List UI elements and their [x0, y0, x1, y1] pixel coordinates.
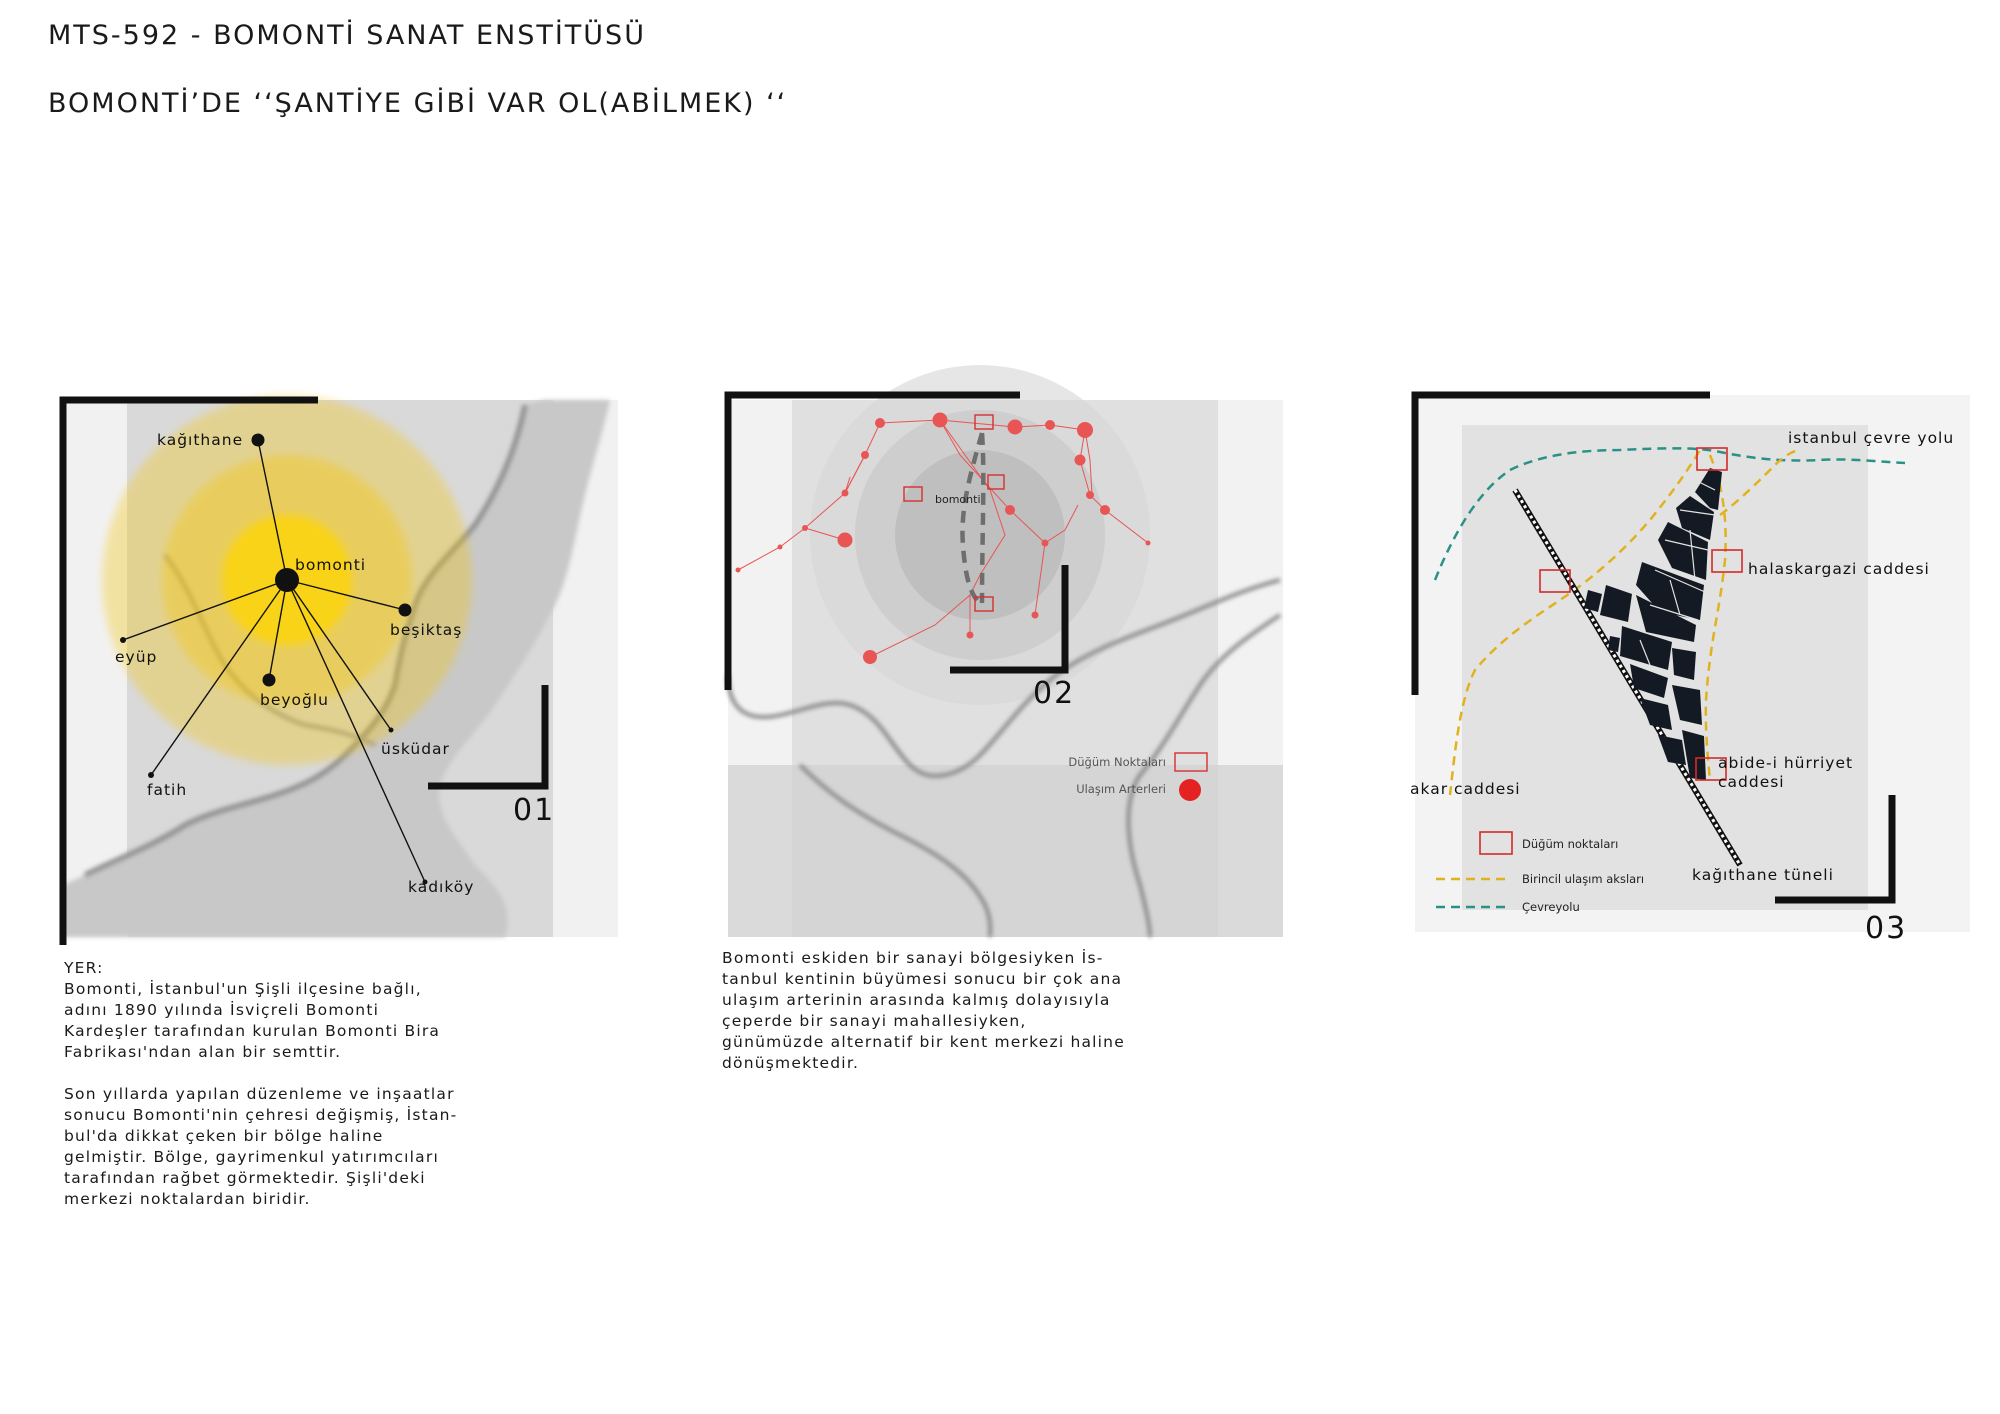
description-label: YER: — [64, 959, 104, 977]
label-halaskargazi: halaskargazi caddesi — [1748, 560, 1930, 578]
description-line: Son yıllarda yapılan düzenleme ve inşaatlar — [64, 1085, 455, 1103]
diagram-number-02: 02 — [1033, 676, 1076, 711]
legend-primary-label: Birincil ulaşım aksları — [1522, 872, 1645, 886]
sheet-title: MTS-592 - BOMONTİ SANAT ENSTİTÜSÜ — [48, 20, 646, 51]
description-line: Bomonti, İstanbul'un Şişli ilçesine bağlı, — [64, 980, 422, 998]
description-line: tarafından rağbet görmektedir. Şişli'deki — [64, 1169, 426, 1187]
diagram-number-03: 03 — [1865, 911, 1908, 946]
label-abide-line1: abide-i hürriyet — [1718, 754, 1854, 772]
description-line: sonucu Bomonti'nin çehresi değişmiş, İstan- — [64, 1106, 458, 1124]
description-line: merkezi noktalardan biridir. — [64, 1190, 311, 1208]
node-besiktas — [399, 604, 412, 617]
diagram-number-01: 01 — [513, 793, 556, 828]
description-line: günümüzde alternatif bir kent merkezi haline — [722, 1033, 1125, 1051]
description-line: Kardeşler tarafından kurulan Bomonti Bira — [64, 1022, 441, 1040]
label-tunnel: kağıthane tüneli — [1692, 866, 1834, 884]
label-besiktas: beşiktaş — [390, 621, 463, 639]
description-line: adını 1890 yılında İsviçreli Bomonti — [64, 1001, 380, 1019]
legend-nodes-label: Düğüm noktaları — [1522, 837, 1619, 851]
description-line: tanbul kentinin büyümesi sonucu bir çok ana — [722, 970, 1123, 988]
label-beyoglu: beyoğlu — [260, 691, 329, 709]
description-line: gelmiştir. Bölge, gayrimenkul yatırımcıları — [64, 1148, 439, 1166]
label-cevre-yolu: istanbul çevre yolu — [1788, 429, 1955, 447]
description-line: bul'da dikkat çeken bir bölge haline — [64, 1127, 384, 1145]
label-kadikoy: kadıköy — [408, 878, 475, 896]
diagram-03-transport — [1410, 380, 1980, 950]
legend-artery-dot — [1179, 779, 1201, 801]
label-akar: akar caddesi — [1410, 780, 1521, 798]
description-line: çeperde bir sanayi mahallesiyken, — [722, 1012, 1027, 1030]
node-beyoglu — [263, 674, 276, 687]
node-kagithane — [252, 434, 265, 447]
legend-arteries-label: Ulaşım Arterleri — [1076, 782, 1166, 796]
label-eyup: eyüp — [115, 648, 158, 666]
description-line: Fabrikası'ndan alan bir semttir. — [64, 1043, 342, 1061]
description-line: Bomonti eskiden bir sanayi bölgesiyken İs- — [722, 949, 1104, 967]
label-uskudar: üsküdar — [381, 740, 450, 758]
label-kagithane: kağıthane — [157, 431, 244, 449]
description-line: ulaşım arterinin arasında kalmış dolayısıyla — [722, 991, 1111, 1009]
description-location — [64, 958, 484, 1210]
label-fatih: fatih — [147, 781, 188, 799]
sheet-subtitle: BOMONTİ’DE ‘‘ŞANTİYE GİBİ VAR OL(ABİLMEK) ‘‘ — [48, 88, 788, 119]
legend-nodes-label: Düğüm Noktaları — [1068, 755, 1166, 769]
node-fatih — [148, 772, 154, 778]
label-bomonti: bomonti — [935, 493, 981, 506]
label-abide-line2: caddesi — [1718, 773, 1785, 791]
node-uskudar — [389, 728, 394, 733]
node-eyup — [120, 637, 126, 643]
label-bomonti: bomonti — [295, 556, 367, 574]
legend-ring-label: Çevreyolu — [1522, 900, 1580, 914]
diagram-01-location — [55, 385, 630, 945]
diagram-02-network — [720, 335, 1295, 945]
description-line: dönüşmektedir. — [722, 1054, 860, 1072]
artery-dashed-east — [982, 433, 983, 603]
description-network — [722, 948, 1142, 1074]
